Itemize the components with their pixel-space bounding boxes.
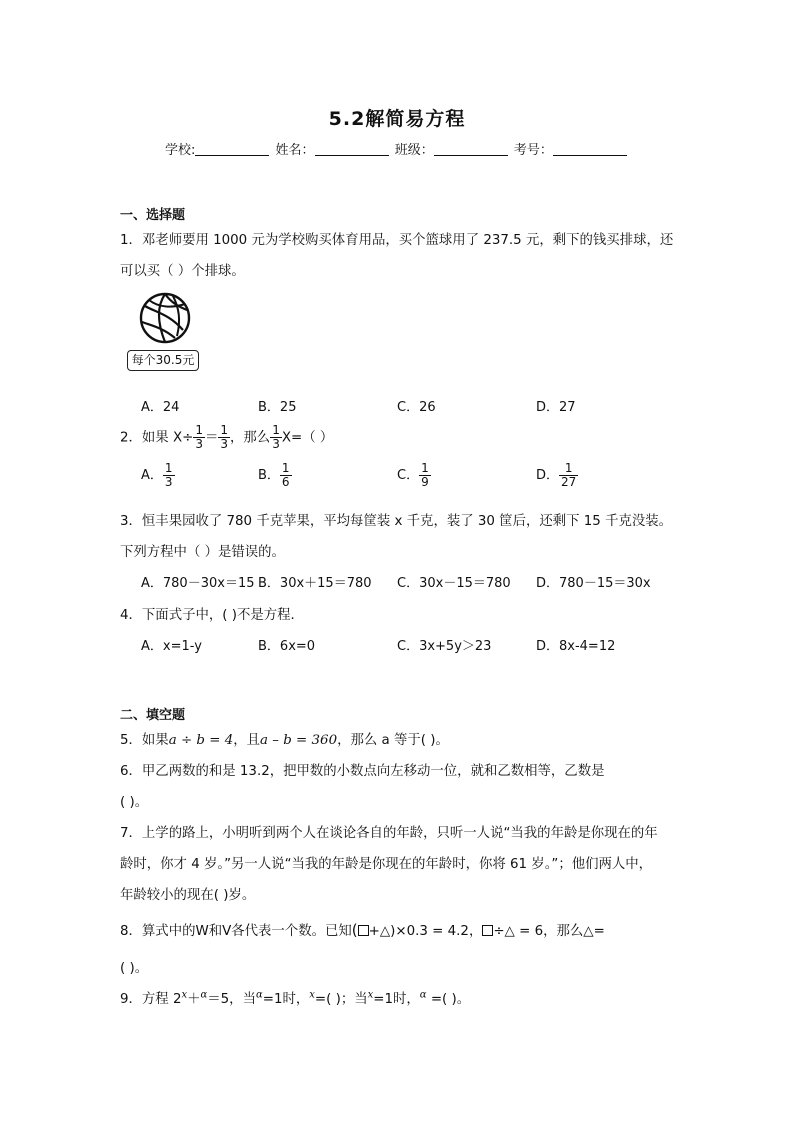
school-label: 学校: xyxy=(165,143,196,158)
price-label: 每个30.5元 xyxy=(127,350,199,371)
q8-line: 8．算式中的W和V各代表一个数。已知( +△)×0.3 = 4.2， ÷△ = 6，那么△= xyxy=(120,921,605,939)
q5-expression-1: a ÷ b = 4 xyxy=(168,733,234,748)
square-symbol xyxy=(482,925,493,936)
q2-suffix: X=（ ） xyxy=(281,430,334,446)
q2-fraction-2: $\frac{1}{3}$ xyxy=(220,423,229,451)
name-label: 姓名： xyxy=(275,143,315,158)
q9-line: 9．方程 $2^x+^\alpha=5$，当$^\alpha$=1时，$^x$=( )；当$^x$=1时，$^\alpha$ =( )。 xyxy=(120,989,471,1007)
q1-option-b[interactable]: B．25 xyxy=(258,400,297,415)
school-blank[interactable] xyxy=(195,143,269,156)
volleyball-icon xyxy=(139,292,191,344)
q3-option-c[interactable]: C．30x－15＝780 xyxy=(397,576,511,591)
page-title: 5.2解简易方程 xyxy=(328,108,466,130)
q3-line2: 下列方程中（ ）是错误的。 xyxy=(120,545,285,560)
q2-line xyxy=(120,424,333,451)
q3-option-d[interactable]: D．780－15＝30x xyxy=(536,576,651,591)
q5-line: 5．如果a ÷ b = 4，且a – b = 360，那么 a 等于( )。 xyxy=(120,733,449,748)
q4-option-c[interactable]: C．3x+5y＞23 xyxy=(397,639,492,654)
name-blank[interactable] xyxy=(315,143,389,156)
q5-answer-blank[interactable]: ，那么 a 等于( )。 xyxy=(337,733,449,748)
q2-prefix: 2．如果 X÷ xyxy=(120,430,194,446)
q4-option-a[interactable]: A．x=1-y xyxy=(141,639,202,654)
class-label: 班级： xyxy=(394,143,434,158)
q1-option-a[interactable]: A．24 xyxy=(141,400,180,415)
q9-answer-blank-1[interactable]: =( )；当 xyxy=(314,992,368,1007)
number-blank[interactable] xyxy=(553,143,627,156)
q2-fraction-3: $\frac{1}{3}$ xyxy=(272,423,280,451)
q3-option-a[interactable]: A．780－30x＝15 xyxy=(141,576,255,591)
q8-expression-2: ÷△ = 6 xyxy=(493,924,544,939)
q4-line1: 4．下面式子中，( )不是方程． xyxy=(120,608,304,623)
q4-option-d[interactable]: D．8x-4=12 xyxy=(536,639,616,654)
student-info-line xyxy=(165,139,629,158)
q1-option-d[interactable]: D．27 xyxy=(536,400,576,415)
q7-answer-line[interactable]: 年龄较小的现在( )岁。 xyxy=(120,888,256,903)
q2-fraction-1: $\frac{1}{3}$ xyxy=(195,423,203,451)
q4-option-b[interactable]: B．6x=0 xyxy=(258,639,316,654)
q3-line1: 3．恒丰果园收了 780 千克苹果，平均每筐装 x 千克，装了 30 筐后，还剩下 15 千克没装。 xyxy=(120,514,673,529)
section-heading-choice: 一、选择题 xyxy=(120,208,186,223)
q7-line1: 7．上学的路上，小明听到两个人在谈论各自的年龄，只听一人说“当我的年龄是你现在的年 xyxy=(120,826,658,841)
section-heading-fill: 二、填空题 xyxy=(120,708,186,723)
q2-equals: ＝ xyxy=(204,430,219,446)
q1-option-c[interactable]: C．26 xyxy=(397,400,436,415)
q2-mid: ，那么 xyxy=(230,430,271,446)
q2-option-d[interactable]: D． $\frac{1}{27}$ xyxy=(536,461,577,489)
q2-option-a[interactable]: A． $\frac{1}{3}$ xyxy=(141,461,173,489)
square-symbol xyxy=(358,925,369,936)
q6-answer-blank[interactable]: ( )。 xyxy=(120,795,149,810)
q7-line2: 龄时，你才 4 岁。”另一人说“当我的年龄是你现在的年龄时，你将 61 岁。”；他们两人中， xyxy=(120,857,653,872)
q8-answer-blank[interactable]: ( )。 xyxy=(120,961,149,976)
number-label: 考号： xyxy=(513,143,553,158)
q1-line1: 1．邓老师要用 1000 元为学校购买体育用品，买个篮球用了 237.5 元，剩下的钱买排球，还 xyxy=(120,233,674,248)
class-blank[interactable] xyxy=(434,143,508,156)
q2-option-b[interactable]: B． $\frac{1}{6}$ xyxy=(258,461,290,489)
q8-expression-1: +△)×0.3 = 4.2 xyxy=(368,924,469,939)
q5-expression-2: a – b = 360 xyxy=(260,733,338,748)
q3-option-b[interactable]: B．30x＋15＝780 xyxy=(258,576,372,591)
q1-line2: 可以买（ ）个排球。 xyxy=(120,264,245,279)
q9-answer-blank-2[interactable]: =( )。 xyxy=(426,992,471,1007)
q6-line1: 6．甲乙两数的和是 13.2，把甲数的小数点向左移动一位，就和乙数相等，乙数是 xyxy=(120,764,605,779)
q2-option-c[interactable]: C． $\frac{1}{9}$ xyxy=(397,461,429,489)
